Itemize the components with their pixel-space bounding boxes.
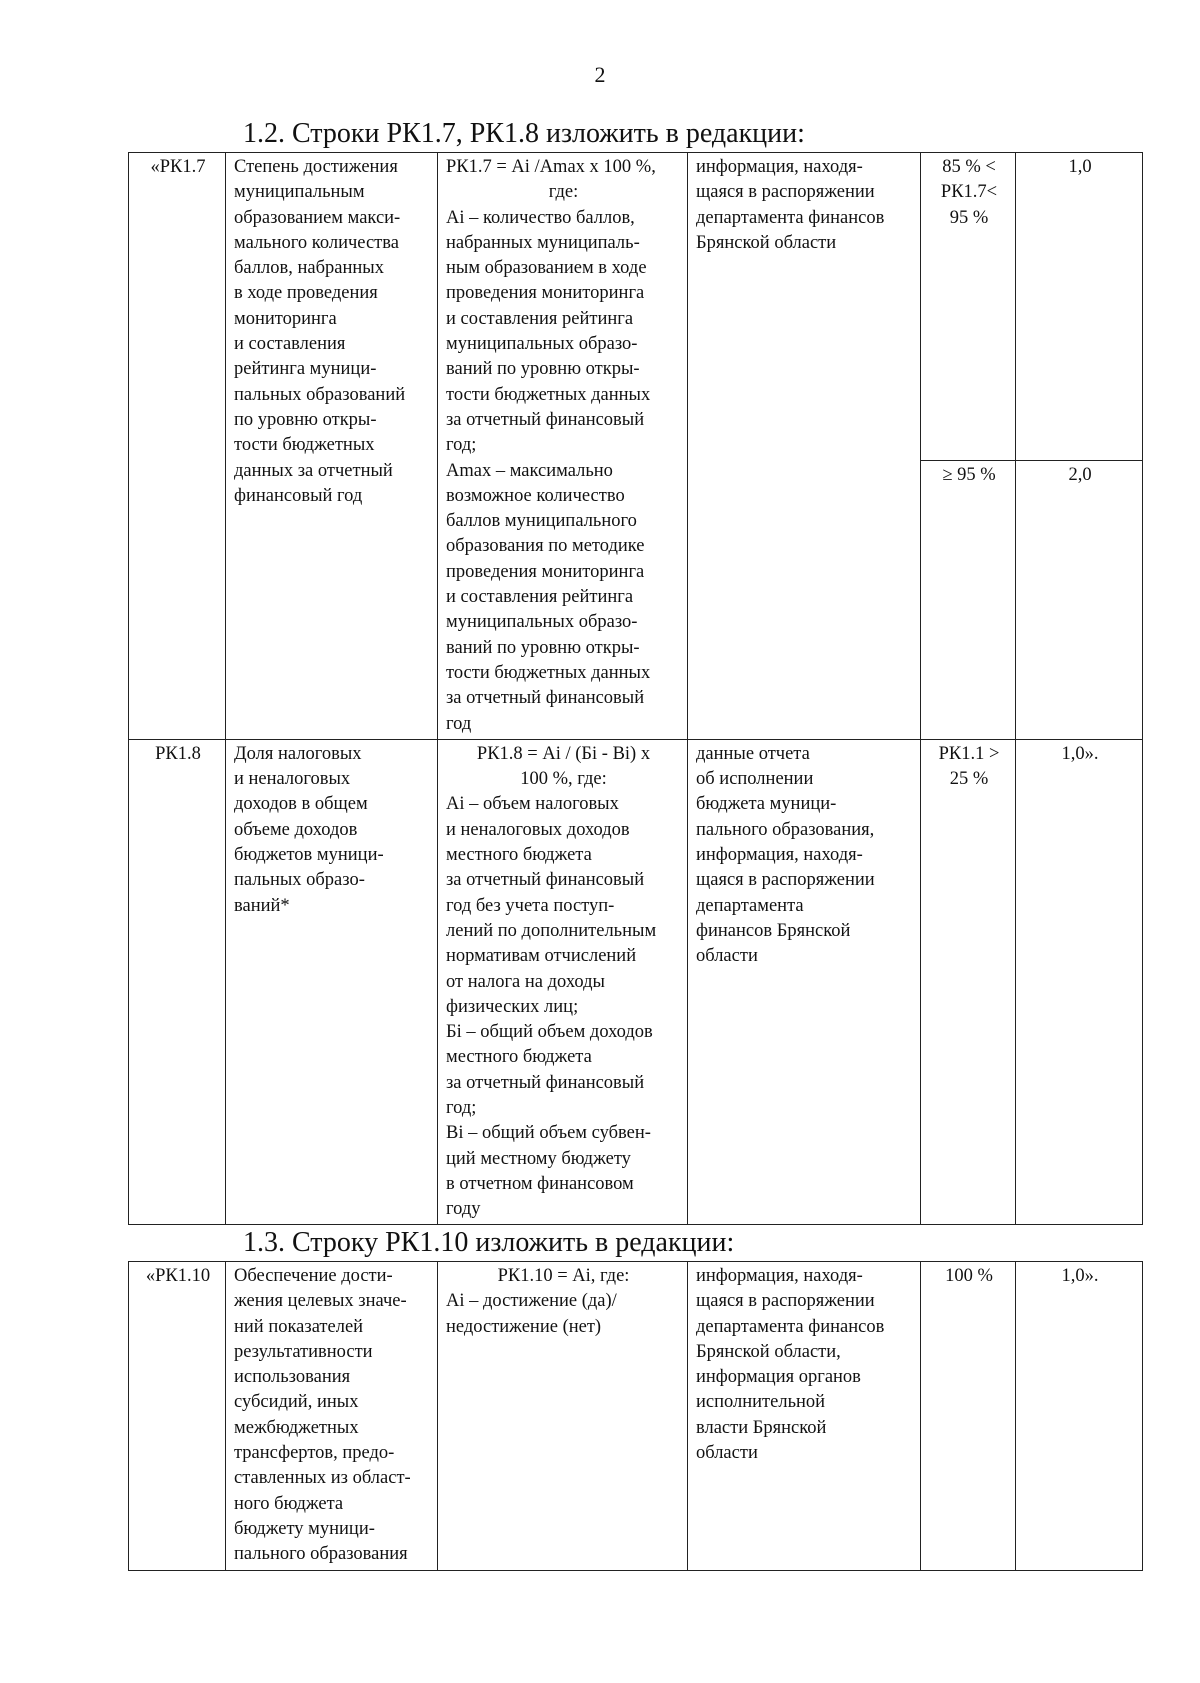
text-line: РК1.10 = Аi, где:	[497, 1266, 630, 1286]
value-range	[929, 155, 1009, 231]
text-line: тости бюджетных данных	[446, 662, 651, 683]
text-line: Брянской области	[696, 232, 837, 253]
text-line: информация органов	[696, 1367, 861, 1388]
text-line: году	[446, 1199, 481, 1220]
text-line: Бi – общий объем доходов	[446, 1022, 653, 1043]
value-range	[929, 1264, 1009, 1289]
text-line: мониторинга	[234, 308, 337, 329]
text-line: год	[446, 713, 472, 734]
text-line: финансовый год	[234, 485, 363, 506]
value-range-cell	[921, 739, 1016, 1225]
indicators-table-1	[128, 152, 1143, 1225]
text-line: баллов муниципального	[446, 511, 637, 532]
indicators-table-2	[128, 1261, 1143, 1571]
text-line: год;	[446, 1097, 477, 1118]
text-line: лений по дополнительным	[446, 920, 657, 941]
text-line: и составления рейтинга	[446, 308, 634, 329]
text-line: и составления рейтинга	[446, 587, 634, 608]
text-line: департамента	[696, 895, 804, 916]
text-line: и составления	[234, 334, 346, 355]
text-line: Обеспечение дости-	[234, 1266, 393, 1286]
text-line: ваний*	[234, 895, 290, 916]
text-line: пального образования,	[696, 819, 875, 840]
text-line: ваний по уровню откры-	[446, 637, 640, 658]
text-line: год без учета поступ-	[446, 895, 615, 916]
text-line: области	[696, 1443, 758, 1464]
formula-text	[446, 1264, 681, 1340]
text-line: ставленных из област-	[234, 1468, 411, 1489]
text-line: информация, находя-	[696, 845, 863, 866]
text-line: недостижение (нет)	[446, 1316, 602, 1337]
indicator-name-cell	[226, 153, 438, 740]
text-line: межбюджетных	[234, 1417, 359, 1438]
text-line: набранных муниципаль-	[446, 232, 640, 253]
score-value: 1,0».	[1061, 743, 1099, 764]
text-line: субсидий, иных	[234, 1392, 359, 1413]
value-range-cell	[921, 1262, 1016, 1571]
score-cell	[1016, 739, 1143, 1225]
text-line: ций местному бюджету	[446, 1148, 631, 1169]
data-source-cell	[688, 1262, 921, 1571]
score-cell	[1016, 153, 1143, 461]
section-heading-1-2: 1.2. Строки РК1.7, РК1.8 изложить в редакции:	[243, 118, 805, 149]
text-line: за отчетный финансовый	[446, 688, 645, 709]
text-line: щаяся в распоряжении	[696, 182, 875, 203]
text-line: где:	[548, 182, 579, 203]
table-row-rk1-8	[129, 739, 1143, 1225]
value-range-cell	[921, 153, 1016, 461]
formula-cell	[438, 1262, 688, 1571]
text-line: Степень достижения	[234, 157, 398, 177]
text-line: пальных образо-	[234, 870, 365, 891]
text-line: возможное количество	[446, 485, 625, 506]
text-line: данных за отчетный	[234, 460, 393, 481]
page-number: 2	[594, 62, 606, 87]
text-line: год;	[446, 435, 477, 456]
text-line: пальных образований	[234, 384, 406, 405]
text-line: ний показателей	[234, 1316, 364, 1337]
text-line: информация, находя-	[696, 157, 863, 177]
text-line: пального образования	[234, 1544, 408, 1565]
text-line: тости бюджетных	[234, 435, 375, 456]
text-line: местного бюджета	[446, 845, 592, 866]
text-line: 95 %	[949, 207, 989, 228]
text-line: муниципальных образо-	[446, 612, 638, 633]
data-source-text	[696, 1264, 914, 1466]
indicator-code: «РК1.7	[150, 157, 206, 177]
table-row-rk1-7	[129, 153, 1143, 461]
text-line: Брянской области,	[696, 1341, 841, 1362]
text-line: баллов, набранных	[234, 258, 384, 279]
text-line: РК1.7<	[940, 182, 998, 203]
text-line: об исполнении	[696, 769, 814, 790]
text-line: жения целевых значе-	[234, 1291, 407, 1312]
text-line: Аi – количество баллов,	[446, 207, 635, 228]
text-line: бюджету муници-	[234, 1518, 375, 1539]
text-line: информация, находя-	[696, 1266, 863, 1286]
value-range	[929, 463, 1009, 488]
text-line: за отчетный финансовый	[446, 409, 645, 430]
text-line: за отчетный финансовый	[446, 1072, 645, 1093]
score-value: 2,0	[1068, 465, 1092, 486]
score-value: 1,0	[1068, 157, 1092, 177]
indicator-code: РК1.8	[155, 743, 201, 764]
text-line: РК1.1 >	[938, 743, 1000, 764]
text-line: использования	[234, 1367, 351, 1388]
text-line: образованием макси-	[234, 207, 401, 228]
text-line: проведения мониторинга	[446, 561, 645, 582]
text-line: 85 % <	[942, 157, 996, 177]
text-line: ного бюджета	[234, 1493, 344, 1514]
text-line: муниципальным	[234, 182, 365, 203]
text-line: ваний по уровню откры-	[446, 359, 640, 380]
text-line: бюджета муници-	[696, 794, 837, 815]
text-line: РК1.8 = Аi / (Бi - Вi) х	[476, 743, 651, 764]
text-line: тости бюджетных данных	[446, 384, 651, 405]
text-line: нормативам отчислений	[446, 946, 637, 967]
score-cell	[1016, 461, 1143, 740]
value-range-cell	[921, 461, 1016, 740]
data-source-text	[696, 155, 914, 256]
text-line: мального количества	[234, 232, 399, 253]
text-line: в отчетном финансовом	[446, 1173, 634, 1194]
text-line: Доля налоговых	[234, 743, 362, 764]
indicator-name	[234, 155, 431, 509]
text-line: Вi – общий объем субвен-	[446, 1123, 651, 1144]
data-source-cell	[688, 739, 921, 1225]
indicator-code-cell	[129, 153, 226, 740]
formula-text	[446, 155, 681, 737]
text-line: физических лиц;	[446, 996, 579, 1017]
indicator-name	[234, 1264, 431, 1568]
formula-cell	[438, 153, 688, 740]
text-line: в ходе проведения	[234, 283, 378, 304]
data-source-text	[696, 742, 914, 970]
indicator-code-cell	[129, 1262, 226, 1571]
text-line: ≥ 95 %	[942, 465, 996, 486]
formula-cell	[438, 739, 688, 1225]
data-source-cell	[688, 153, 921, 740]
text-line: области	[696, 946, 758, 967]
text-line: доходов в общем	[234, 794, 368, 815]
text-line: и неналоговых	[234, 769, 351, 790]
text-line: Аi – достижение (да)/	[446, 1291, 617, 1312]
text-line: департамента финансов	[696, 207, 885, 228]
indicator-name-cell	[226, 1262, 438, 1571]
text-line: местного бюджета	[446, 1047, 592, 1068]
text-line: образования по методике	[446, 536, 645, 557]
text-line: от налога на доходы	[446, 971, 605, 992]
section-heading-1-3: 1.3. Строку РК1.10 изложить в редакции:	[243, 1227, 735, 1258]
text-line: результативности	[234, 1341, 373, 1362]
text-line: 100 %, где:	[520, 769, 607, 790]
formula-text	[446, 742, 681, 1223]
text-line: щаяся в распоряжении	[696, 1291, 875, 1312]
text-line: объеме доходов	[234, 819, 358, 840]
text-line: за отчетный финансовый	[446, 870, 645, 891]
text-line: ным образованием в ходе	[446, 258, 647, 279]
table-row-rk1-10	[129, 1262, 1143, 1571]
value-range	[929, 742, 1009, 793]
text-line: данные отчета	[696, 743, 810, 764]
text-line: 100 %	[945, 1266, 993, 1286]
text-line: исполнительной	[696, 1392, 826, 1413]
text-line: власти Брянской	[696, 1417, 827, 1438]
text-line: проведения мониторинга	[446, 283, 645, 304]
text-line: финансов Брянской	[696, 920, 851, 941]
text-line: бюджетов муници-	[234, 845, 384, 866]
text-line: Аi – объем налоговых	[446, 794, 619, 815]
text-line: рейтинга муници-	[234, 359, 377, 380]
text-line: РК1.7 = Аi /Аmax х 100 %,	[446, 157, 656, 177]
text-line: 25 %	[949, 769, 989, 790]
text-line: департамента финансов	[696, 1316, 885, 1337]
indicator-code-cell	[129, 739, 226, 1225]
text-line: щаяся в распоряжении	[696, 870, 875, 891]
indicator-name-cell	[226, 739, 438, 1225]
text-line: трансфертов, предо-	[234, 1443, 395, 1464]
text-line: Аmax – максимально	[446, 460, 613, 481]
text-line: и неналоговых доходов	[446, 819, 630, 840]
indicator-name	[234, 742, 431, 919]
score-value: 1,0».	[1061, 1266, 1099, 1286]
text-line: муниципальных образо-	[446, 334, 638, 355]
text-line: по уровню откры-	[234, 409, 377, 430]
indicator-code: «РК1.10	[145, 1266, 211, 1286]
score-cell	[1016, 1262, 1143, 1571]
